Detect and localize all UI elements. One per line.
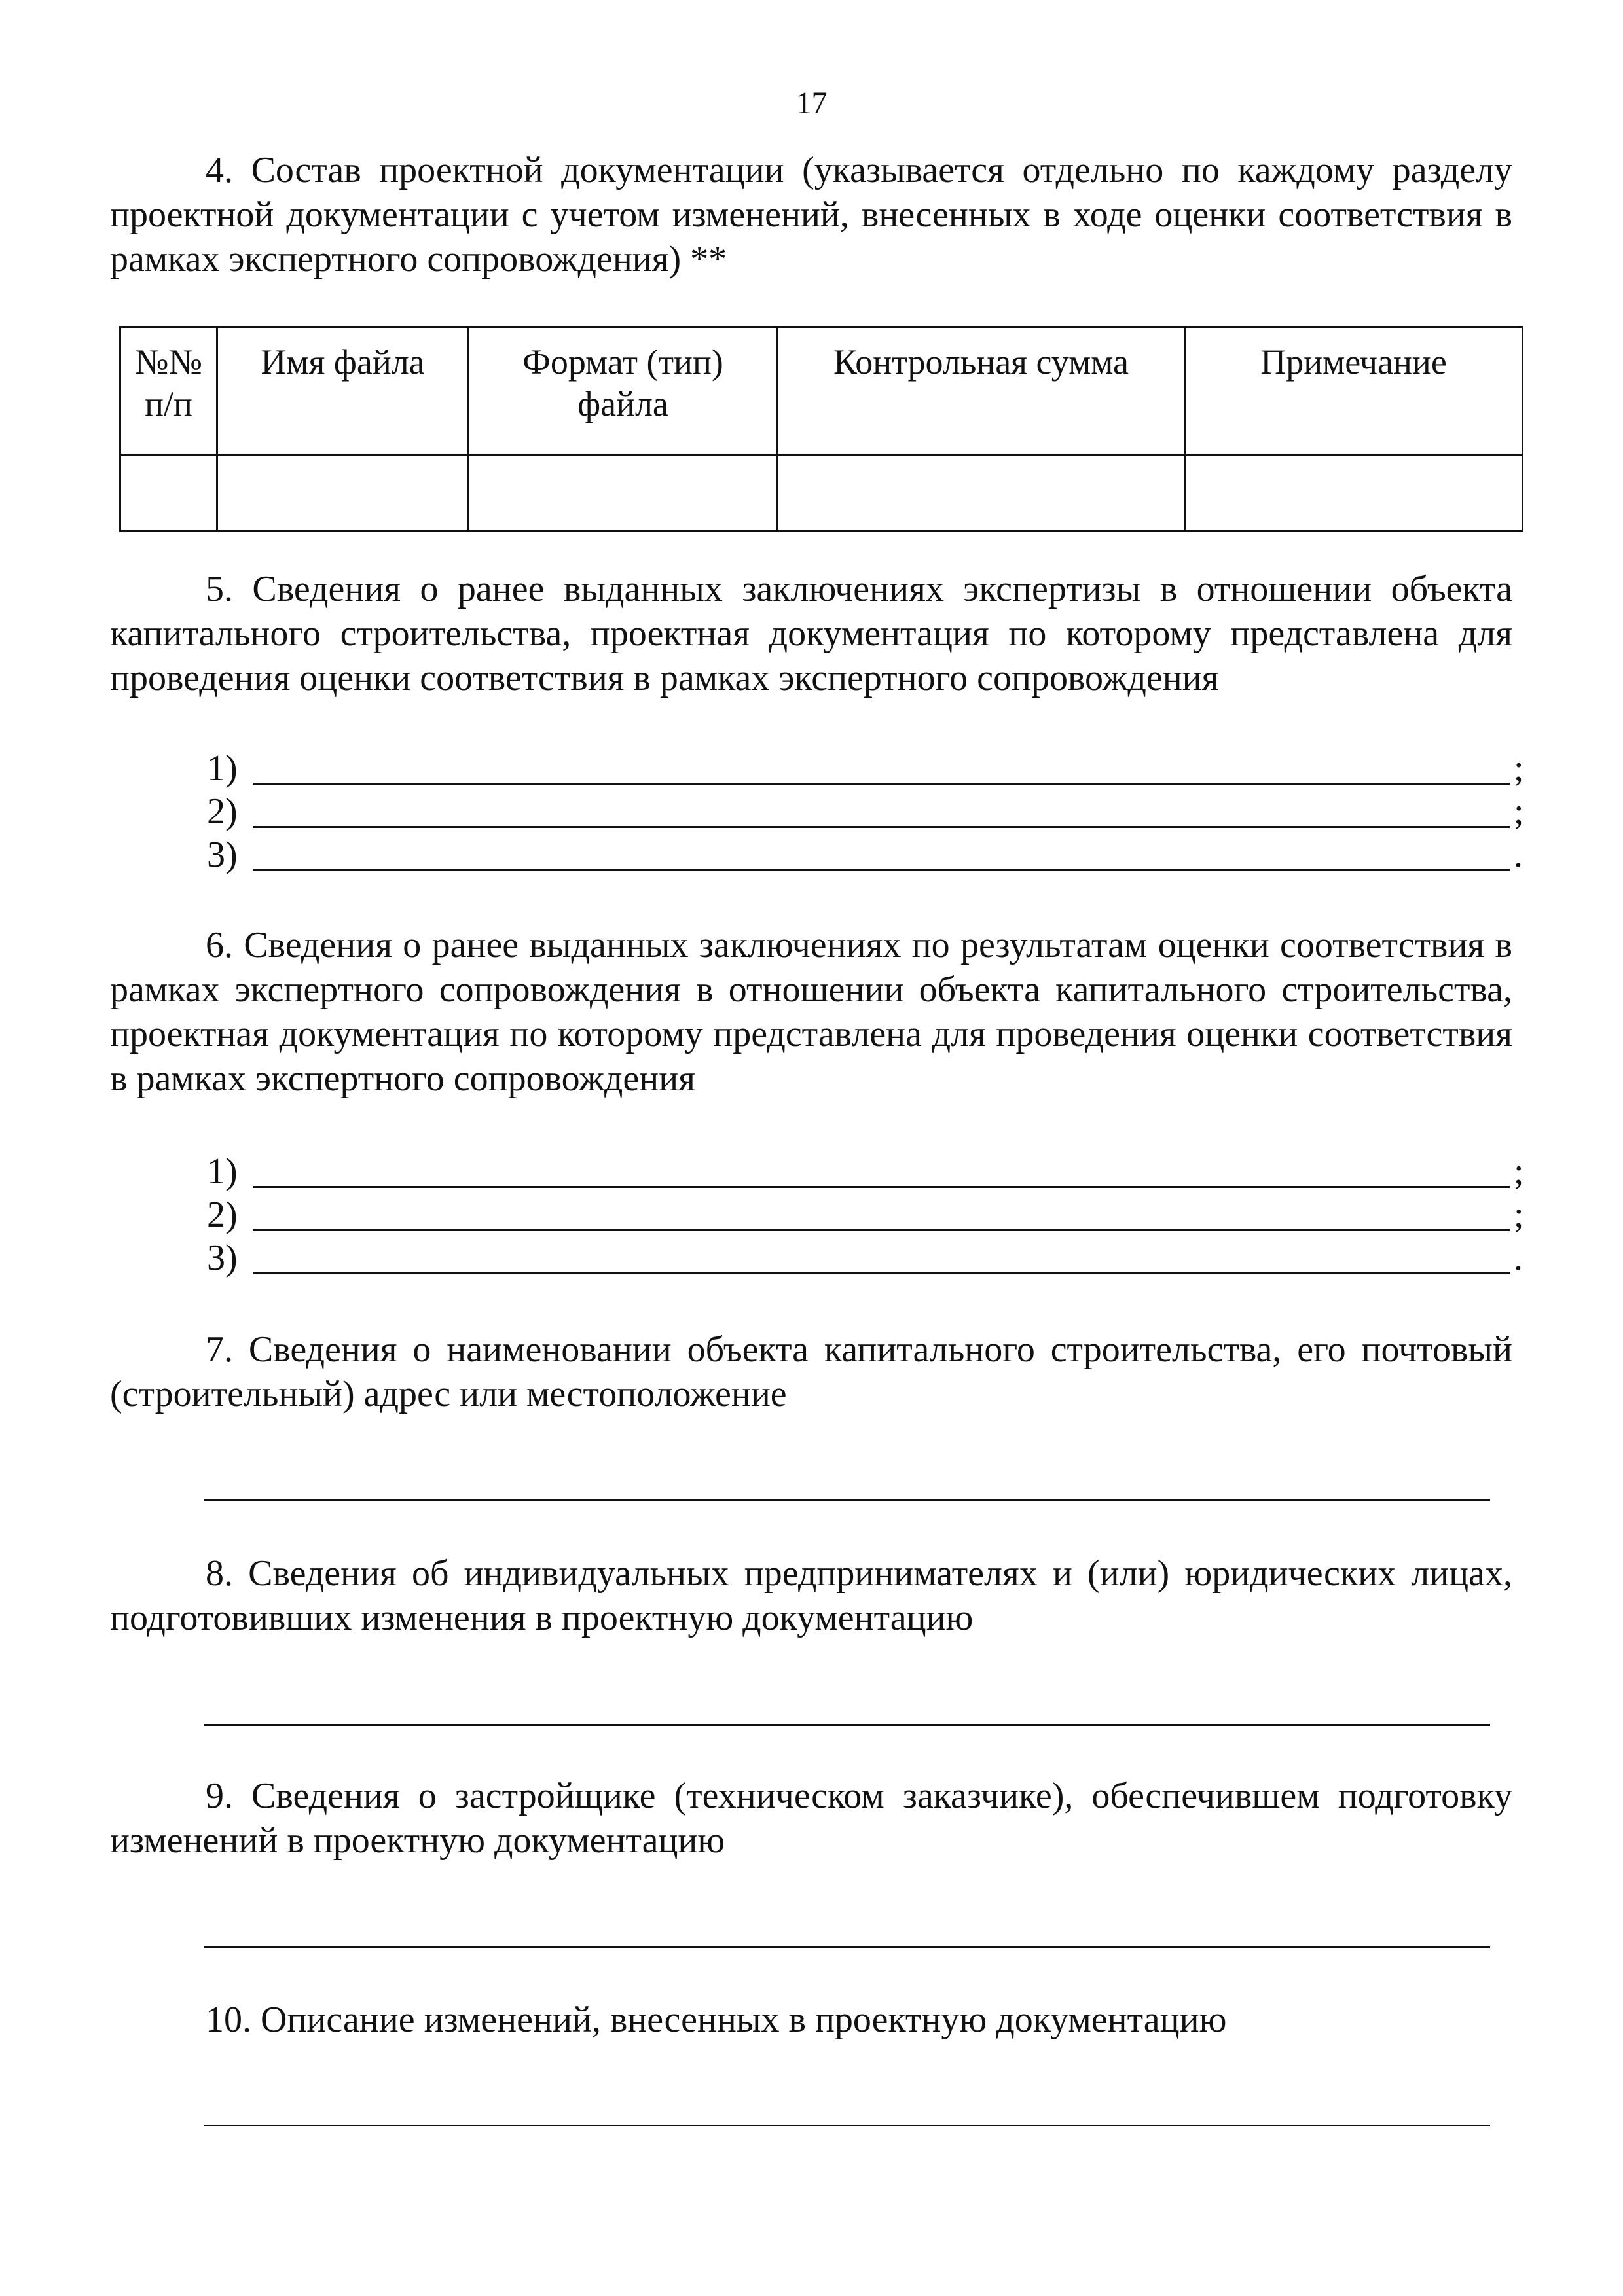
section-10-fill-in-line[interactable] <box>204 2125 1490 2126</box>
fill-in-line[interactable] <box>253 1229 1510 1231</box>
table-cell-file-name[interactable] <box>217 455 469 531</box>
item-terminator: ; <box>1514 748 1524 789</box>
section-8-fill-in-line[interactable] <box>204 1724 1490 1726</box>
item-terminator: . <box>1514 1238 1523 1278</box>
column-header-number: №№ п/п <box>120 327 217 455</box>
section-5-item-1 <box>207 746 1524 791</box>
section-4-heading: 4. Состав проектной документации (указывается отдельно по каждому разделу проектной документации с учетом изменений, внесенных в ходе оценки соответствия в рамках экспертного сопровождения) ** <box>110 150 1512 279</box>
table-cell-file-format[interactable] <box>469 455 778 531</box>
item-terminator: . <box>1514 834 1523 875</box>
section-6-item-1 <box>207 1149 1524 1194</box>
table-header-row <box>120 327 1523 455</box>
item-number: 1) <box>207 748 238 789</box>
item-number: 2) <box>207 1194 238 1235</box>
column-header-file-format: Формат (тип) файла <box>469 327 778 455</box>
fill-in-line[interactable] <box>253 783 1510 785</box>
section-7-heading: 7. Сведения о наименовании объекта капитального строительства, его почтовый (строительный) адрес или местоположение <box>110 1329 1512 1414</box>
item-terminator: ; <box>1514 791 1524 832</box>
item-terminator: ; <box>1514 1151 1524 1192</box>
section-5-item-2 <box>207 789 1524 834</box>
section-7-fill-in-line[interactable] <box>204 1499 1490 1501</box>
section-6-item-3 <box>207 1236 1523 1280</box>
table-cell-note[interactable] <box>1185 455 1523 531</box>
section-5-item-3 <box>207 833 1523 877</box>
item-number: 3) <box>207 834 238 875</box>
fill-in-line[interactable] <box>253 869 1510 871</box>
section-10-heading: 10. Описание изменений, внесенных в проектную документацию <box>206 2000 1227 2040</box>
item-number: 3) <box>207 1238 238 1278</box>
table-cell-checksum[interactable] <box>778 455 1185 531</box>
section-9-heading: 9. Сведения о застройщике (техническом заказчике), обеспечившем подготовку изменений в проектную документацию <box>110 1776 1512 1861</box>
section-5-heading: 5. Сведения о ранее выданных заключениях экспертизы в отношении объекта капитального строительства, проектная документация по которому представлена для проведения оценки соответствия в рамках экспертного сопровождения <box>110 569 1512 698</box>
item-number: 2) <box>207 791 238 832</box>
section-6-item-2 <box>207 1193 1524 1237</box>
item-number: 1) <box>207 1151 238 1192</box>
page-number: 17 <box>795 86 828 120</box>
documentation-table <box>119 326 1523 532</box>
fill-in-line[interactable] <box>253 826 1510 828</box>
item-terminator: ; <box>1514 1194 1524 1235</box>
section-8-heading: 8. Сведения об индивидуальных предпринимателях и (или) юридических лицах, подготовивших изменения в проектную документацию <box>110 1553 1512 1638</box>
section-9-fill-in-line[interactable] <box>204 1946 1490 1948</box>
table-row <box>120 455 1523 531</box>
column-header-note: Примечание <box>1185 327 1523 455</box>
column-header-file-name: Имя файла <box>217 327 469 455</box>
column-header-checksum: Контрольная сумма <box>778 327 1185 455</box>
fill-in-line[interactable] <box>253 1272 1510 1274</box>
fill-in-line[interactable] <box>253 1186 1510 1188</box>
table-cell-number[interactable] <box>120 455 217 531</box>
section-6-heading: 6. Сведения о ранее выданных заключениях по результатам оценки соответствия в рамках экспертного сопровождения в отношении объекта капитального строительства, проектная документация по которому представлена для проведения оценки соответствия в рамках экспертного сопровождения <box>110 925 1512 1099</box>
